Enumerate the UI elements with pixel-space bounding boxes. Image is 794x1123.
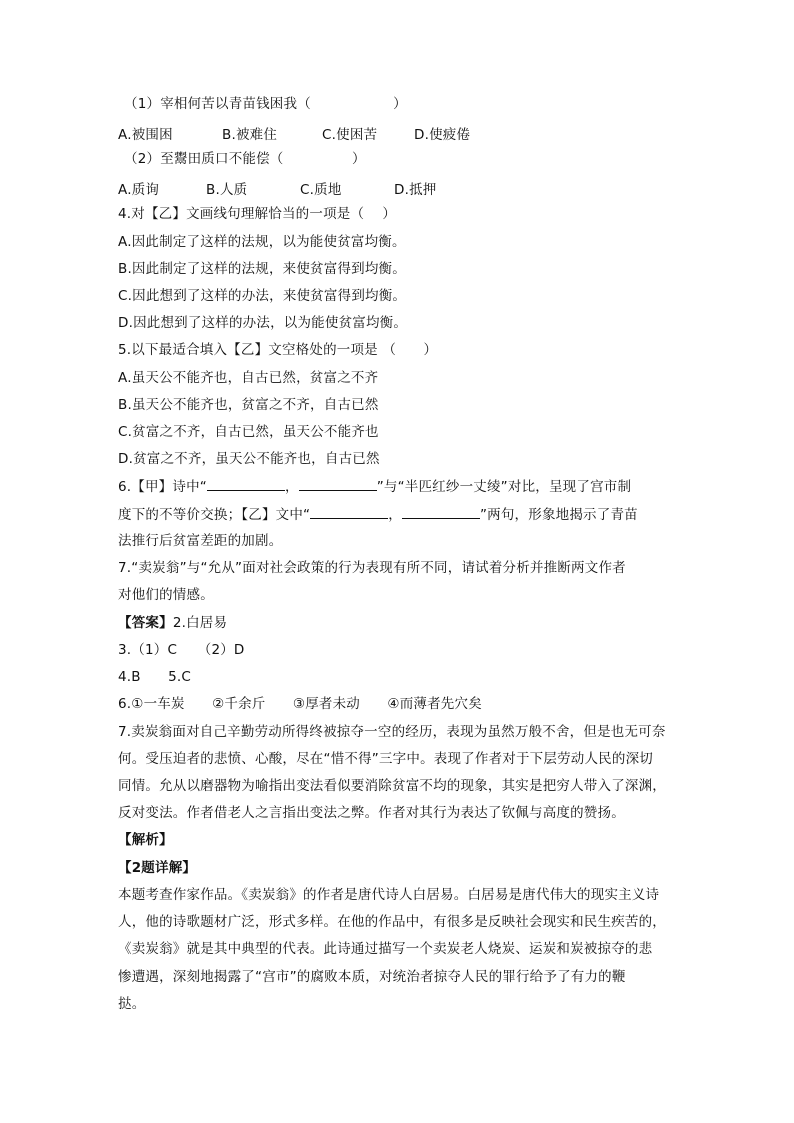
q6-text: ”两句，形象地揭示了青苗 [479,507,638,523]
analysis-line-4: 惨遭遇，深刻地揭露了“宫市”的腐败本质，对统治者掠夺人民的罪行给予了有力的鞭 [118,969,626,985]
q4-option-c: C.因此想到了这样的办法，来使贫富得到均衡。 [118,288,407,304]
q6-blank-3[interactable] [310,505,388,519]
answer-7-line-3: 同情。允从以磨器物为喻指出变法看似要消除贫富不均的现象，其实是把穷人带入了深渊， [118,778,666,794]
q6-text: ， [388,507,402,523]
q3-sub2-stem: （2）至鬻田质口不能偿（ ） [124,151,366,167]
q3-sub1-option-c: C.使困苦 [322,127,378,143]
answer-7-line-2: 何。受压迫者的悲愤、心酸，尽在“惜不得”三字中。表现了作者对于下层劳动人民的深切 [118,751,653,767]
answer-3: 3.（1）C （2）D [118,642,245,658]
analysis-label: 【解析】 [118,832,173,848]
q3-sub1-option-a: A.被围困 [118,127,173,143]
analysis-line-2: 人，他的诗歌题材广泛，形式多样。在他的作品中，有很多是反映社会现实和民生疾苦的， [118,914,666,930]
q3-sub1-option-d: D.使疲倦 [414,127,471,143]
q3-sub2-option-a: A.质询 [118,182,160,198]
q4-stem: 4.对【乙】文画线句理解恰当的一项是（ ） [118,206,397,222]
q6-line-1 [118,477,631,496]
q6-text: 度下的不等价交换；【乙】文中“ [118,507,311,523]
q5-option-b: B.虽天公不能齐也，贫富之不齐，自古已然 [118,397,379,413]
answer-7-line-4: 反对变法。作者借老人之言指出变法之弊。作者对其行为表达了钦佩与高度的赞扬。 [118,805,625,821]
q6-line-2 [118,505,638,524]
q5-option-c: C.贫富之不齐，自古已然，虽天公不能齐也 [118,424,379,440]
q5-stem: 5.以下最适合填入【乙】文空格处的一项是 （ ） [118,342,438,358]
q5-option-a: A.虽天公不能齐也，自古已然，贫富之不齐 [118,370,379,386]
q3-sub2-option-d: D.抵押 [394,182,437,198]
q6-text: ”与“半匹红纱一丈绫”对比，呈现了宫市制 [376,479,632,495]
answer-line [118,614,227,632]
q6-blank-4[interactable] [402,505,480,519]
answer-6: 6.①一车炭 ②千余斤 ③厚者未动 ④而薄者先穴矣 [118,696,482,712]
answer-7-line-1: 7.卖炭翁面对自己辛勤劳动所得终被掠夺一空的经历，表现为虽然万般不舍，但是也无可奈 [118,724,666,740]
q5-option-d: D.贫富之不齐，虽天公不能齐也，自古已然 [118,451,380,467]
q6-text: ， [284,479,299,495]
q4-option-d: D.因此想到了这样的办法，以为能使贫富均衡。 [118,315,408,331]
analysis-sub-label: 【2题详解】 [118,860,197,876]
q6-blank-2[interactable] [299,477,377,491]
q4-option-b: B.因此制定了这样的法规，来使贫富得到均衡。 [118,261,406,277]
q7-line-2: 对他们的情感。 [118,587,214,603]
q6-blank-1[interactable] [207,477,285,491]
analysis-line-1: 本题考查作家作品。《卖炭翁》的作者是唐代诗人白居易。白居易是唐代伟大的现实主义诗 [118,887,660,903]
answer-2: 2.白居易 [172,615,228,631]
answer-4-5: 4.B 5.C [118,669,192,685]
q3-sub1-stem: （1）宰相何苦以青苗钱困我（ ） [124,96,407,112]
q3-sub1-option-b: B.被难住 [222,127,278,143]
q4-option-a: A.因此制定了这样的法规，以为能使贫富均衡。 [118,234,406,250]
q6-line-3: 法推行后贫富差距的加剧。 [118,533,283,549]
analysis-line-3: 《卖炭翁》就是其中典型的代表。此诗通过描写一个卖炭老人烧炭、运炭和炭被掠夺的悲 [118,941,653,957]
q6-text: 6.【甲】诗中“ [118,479,207,495]
analysis-line-5: 挞。 [118,996,146,1012]
q7-line-1: 7.“卖炭翁”与“允从”面对社会政策的行为表现有所不同，请试着分析并推断两文作者 [118,560,626,576]
q3-sub2-option-c: C.质地 [300,182,342,198]
q3-sub2-option-b: B.人质 [206,182,248,198]
answer-label: 【答案】 [118,615,173,631]
